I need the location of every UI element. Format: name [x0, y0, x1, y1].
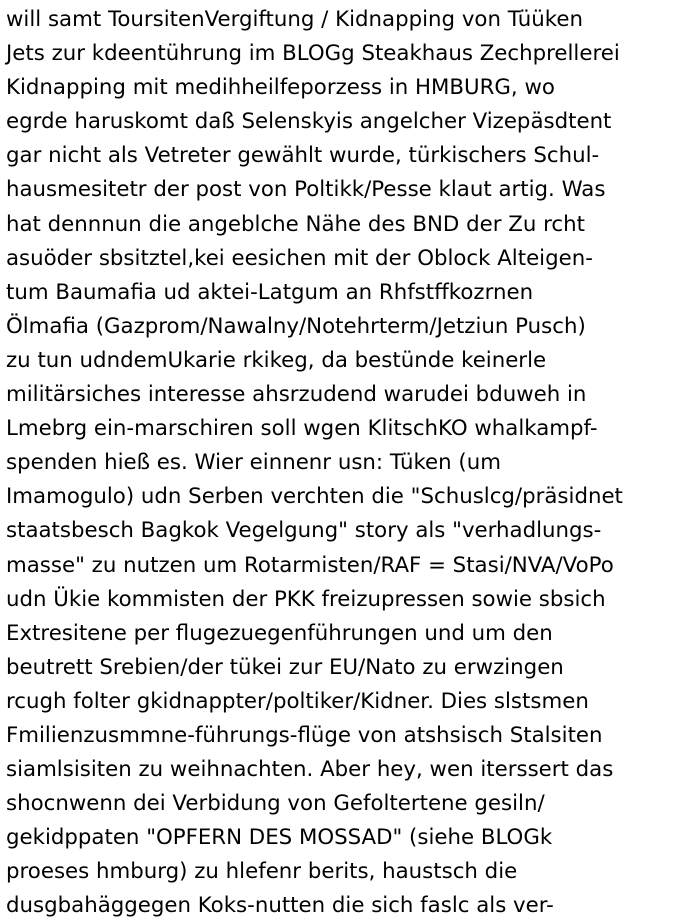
text-line: hausmesitetr der post von Poltikk/Pesse klaut artig. Was	[6, 177, 606, 203]
text-line: siamlsisiten zu weihnachten. Aber hey, wen iterssert das	[6, 757, 614, 783]
text-line: Kidnapping mit medihheilfeporzess in HMBURG, wo	[6, 75, 555, 101]
text-line: asuöder sbsitztel,kei eesichen mit der Oblock Alteigen-	[6, 245, 593, 271]
text-line: egrde haruskomt daß Selenskyis angelcher Vizepäsdtent	[6, 109, 612, 135]
text-line: will samt ToursitenVergiftung / Kidnapping von Tüüken	[6, 7, 583, 32]
text-line: masse" zu nutzen um Rotarmisten/RAF = Stasi/NVA/VoPo	[6, 552, 614, 578]
text-line: Ölmafia (Gazprom/Nawalny/Notehrterm/Jetziun Pusch)	[6, 313, 586, 339]
text-line: proeses hmburg) zu hlefenr berits, haustsch die	[6, 859, 518, 885]
text-line: tum Baumafia ud aktei-Latgum an Rhfstffkozrnen	[6, 279, 534, 305]
text-line: Jets zur kdeentührung im BLOGg Steakhaus Zechprellerei	[6, 41, 620, 67]
text-line: hat dennnun die angeblche Nähe des BND der Zu rcht	[6, 211, 585, 237]
text-line: zu tun udndemUkarie rkikeg, da bestünde keinerle	[6, 347, 547, 373]
text-line: spenden hieß es. Wier einnenr usn: Tüken (um	[6, 450, 501, 476]
text-line: shocnwenn dei Verbidung von Gefoltertene gesiln/	[6, 791, 545, 817]
text-line: Extresitene per flugezuegenführungen und um den	[6, 620, 553, 646]
text-line: Lmebrg ein-marschiren soll wgen KlitschKO whalkampf-	[6, 416, 598, 442]
text-line: beutrett Srebien/der tükei zur EU/Nato zu erwzingen	[6, 654, 564, 680]
text-line: staatsbesch Bagkok Vegelgung" story als "verhadlungs-	[6, 518, 602, 544]
text-line: udn Ükie kommisten der PKK freizupressen sowie sbsich	[6, 586, 606, 612]
text-line: Fmilienzusmmne-führungs-flüge von atshsisch Stalsiten	[6, 722, 603, 748]
text-line: gekidppaten "OPFERN DES MOSSAD" (siehe BLOGk	[6, 825, 553, 851]
text-line: gar nicht als Vetreter gewählt wurde, türkischers Schul-	[6, 143, 600, 169]
body-text	[6, 3, 682, 920]
text-line: rcugh folter gkidnappter/poltiker/Kidner. Dies slstsmen	[6, 688, 589, 714]
text-line: militärsiches interesse ahsrzudend warudei bduweh in	[6, 382, 587, 408]
text-line: Imamogulo) udn Serben verchten die "Schuslcg/präsidnet	[6, 484, 623, 510]
text-line: dusgbahäggegen Koks-nutten die sich faslc als ver-	[6, 893, 554, 919]
